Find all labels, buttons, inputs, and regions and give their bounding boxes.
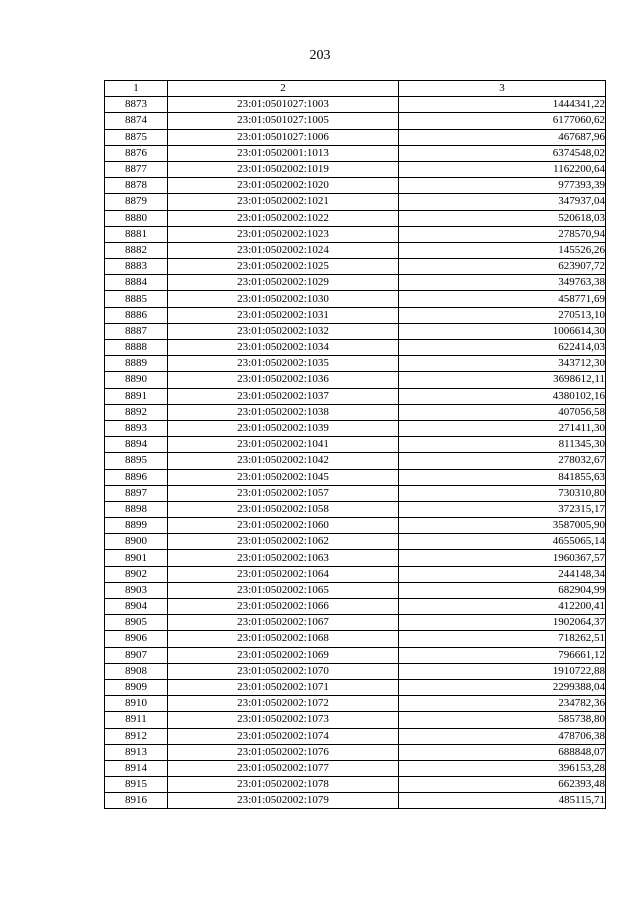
cadastral-value: 412200,41 xyxy=(399,599,606,615)
row-number: 8911 xyxy=(105,712,168,728)
table-row xyxy=(105,129,606,145)
cadastral-number: 23:01:0502002:1036 xyxy=(168,372,399,388)
cadastral-value: 485115,71 xyxy=(399,793,606,809)
row-number: 8908 xyxy=(105,663,168,679)
table-row xyxy=(105,113,606,129)
cadastral-number: 23:01:0502002:1022 xyxy=(168,210,399,226)
cadastral-number: 23:01:0501027:1005 xyxy=(168,113,399,129)
row-number: 8886 xyxy=(105,307,168,323)
table-row xyxy=(105,501,606,517)
cadastral-number: 23:01:0502002:1019 xyxy=(168,161,399,177)
table-row xyxy=(105,97,606,113)
table-row xyxy=(105,275,606,291)
cadastral-value: 396153,28 xyxy=(399,760,606,776)
row-number: 8877 xyxy=(105,161,168,177)
cadastral-number: 23:01:0502002:1037 xyxy=(168,388,399,404)
row-number: 8891 xyxy=(105,388,168,404)
cadastral-value: 234782,36 xyxy=(399,696,606,712)
row-number: 8898 xyxy=(105,501,168,517)
table-row xyxy=(105,178,606,194)
row-number: 8916 xyxy=(105,793,168,809)
cadastral-value: 682904,99 xyxy=(399,582,606,598)
table-row xyxy=(105,647,606,663)
cadastral-number: 23:01:0502002:1070 xyxy=(168,663,399,679)
cadastral-value: 271411,30 xyxy=(399,420,606,436)
cadastral-value: 467687,96 xyxy=(399,129,606,145)
row-number: 8873 xyxy=(105,97,168,113)
cadastral-value: 1910722,88 xyxy=(399,663,606,679)
table-row xyxy=(105,420,606,436)
table-row xyxy=(105,793,606,809)
cadastral-value: 3587005,90 xyxy=(399,518,606,534)
table-row xyxy=(105,712,606,728)
cadastral-value: 270513,10 xyxy=(399,307,606,323)
cadastral-number: 23:01:0502002:1038 xyxy=(168,404,399,420)
row-number: 8909 xyxy=(105,679,168,695)
cadastral-number: 23:01:0502002:1021 xyxy=(168,194,399,210)
table-row xyxy=(105,485,606,501)
row-number: 8879 xyxy=(105,194,168,210)
cadastral-value: 4655065,14 xyxy=(399,534,606,550)
cadastral-number: 23:01:0502002:1077 xyxy=(168,760,399,776)
cadastral-value: 2299388,04 xyxy=(399,679,606,695)
table-row xyxy=(105,210,606,226)
table-row xyxy=(105,453,606,469)
cadastral-number: 23:01:0502002:1025 xyxy=(168,259,399,275)
cadastral-number: 23:01:0502002:1020 xyxy=(168,178,399,194)
cadastral-number: 23:01:0502002:1078 xyxy=(168,777,399,793)
cadastral-number: 23:01:0502002:1024 xyxy=(168,242,399,258)
row-number: 8897 xyxy=(105,485,168,501)
row-number: 8890 xyxy=(105,372,168,388)
cadastral-value: 407056,58 xyxy=(399,404,606,420)
table-row xyxy=(105,161,606,177)
row-number: 8887 xyxy=(105,323,168,339)
row-number: 8913 xyxy=(105,744,168,760)
table-row xyxy=(105,323,606,339)
cadastral-number: 23:01:0502002:1063 xyxy=(168,550,399,566)
table-row xyxy=(105,469,606,485)
cadastral-number: 23:01:0502002:1058 xyxy=(168,501,399,517)
cadastral-value: 343712,30 xyxy=(399,356,606,372)
table-row xyxy=(105,550,606,566)
cadastral-number: 23:01:0502002:1041 xyxy=(168,437,399,453)
cadastral-number: 23:01:0502002:1067 xyxy=(168,615,399,631)
cadastral-number: 23:01:0502002:1069 xyxy=(168,647,399,663)
cadastral-value: 4380102,16 xyxy=(399,388,606,404)
cadastral-value: 520618,03 xyxy=(399,210,606,226)
table-row xyxy=(105,615,606,631)
table-header-row xyxy=(105,81,606,97)
cadastral-value: 458771,69 xyxy=(399,291,606,307)
cadastral-number: 23:01:0502002:1042 xyxy=(168,453,399,469)
row-number: 8903 xyxy=(105,582,168,598)
row-number: 8905 xyxy=(105,615,168,631)
cadastral-number: 23:01:0502002:1072 xyxy=(168,696,399,712)
cadastral-number: 23:01:0502001:1013 xyxy=(168,145,399,161)
table-row xyxy=(105,679,606,695)
table-row xyxy=(105,388,606,404)
cadastral-value: 244148,34 xyxy=(399,566,606,582)
row-number: 8878 xyxy=(105,178,168,194)
row-number: 8904 xyxy=(105,599,168,615)
cadastral-number: 23:01:0502002:1073 xyxy=(168,712,399,728)
row-number: 8910 xyxy=(105,696,168,712)
cadastral-value: 1960367,57 xyxy=(399,550,606,566)
cadastral-value: 6374548,02 xyxy=(399,145,606,161)
row-number: 8894 xyxy=(105,437,168,453)
cadastral-value: 1902064,37 xyxy=(399,615,606,631)
column-header-1: 1 xyxy=(105,81,168,97)
table-row xyxy=(105,760,606,776)
cadastral-number: 23:01:0502002:1064 xyxy=(168,566,399,582)
table-row xyxy=(105,404,606,420)
cadastral-value: 977393,39 xyxy=(399,178,606,194)
cadastral-value: 623907,72 xyxy=(399,259,606,275)
table-row xyxy=(105,518,606,534)
row-number: 8888 xyxy=(105,340,168,356)
column-header-3: 3 xyxy=(399,81,606,97)
table-row xyxy=(105,340,606,356)
row-number: 8907 xyxy=(105,647,168,663)
table-row xyxy=(105,291,606,307)
cadastral-number: 23:01:0501027:1003 xyxy=(168,97,399,113)
cadastral-number: 23:01:0502002:1057 xyxy=(168,485,399,501)
cadastral-number: 23:01:0502002:1062 xyxy=(168,534,399,550)
cadastral-value: 278570,94 xyxy=(399,226,606,242)
row-number: 8914 xyxy=(105,760,168,776)
table-row xyxy=(105,744,606,760)
cadastral-value: 6177060,62 xyxy=(399,113,606,129)
cadastral-value: 145526,26 xyxy=(399,242,606,258)
table-row xyxy=(105,663,606,679)
table-row xyxy=(105,259,606,275)
row-number: 8895 xyxy=(105,453,168,469)
cadastral-number: 23:01:0502002:1045 xyxy=(168,469,399,485)
row-number: 8900 xyxy=(105,534,168,550)
cadastral-number: 23:01:0502002:1071 xyxy=(168,679,399,695)
table-row xyxy=(105,534,606,550)
row-number: 8881 xyxy=(105,226,168,242)
cadastral-value: 662393,48 xyxy=(399,777,606,793)
table-row xyxy=(105,356,606,372)
row-number: 8892 xyxy=(105,404,168,420)
cadastral-value: 478706,38 xyxy=(399,728,606,744)
row-number: 8893 xyxy=(105,420,168,436)
table-row xyxy=(105,145,606,161)
cadastral-value: 718262,51 xyxy=(399,631,606,647)
column-header-2: 2 xyxy=(168,81,399,97)
row-number: 8901 xyxy=(105,550,168,566)
row-number: 8883 xyxy=(105,259,168,275)
table-row xyxy=(105,307,606,323)
table-row xyxy=(105,777,606,793)
cadastral-value: 622414,03 xyxy=(399,340,606,356)
cadastral-value: 1444341,22 xyxy=(399,97,606,113)
cadastral-value: 278032,67 xyxy=(399,453,606,469)
cadastral-value: 841855,63 xyxy=(399,469,606,485)
cadastral-number: 23:01:0502002:1031 xyxy=(168,307,399,323)
cadastral-value: 347937,04 xyxy=(399,194,606,210)
cadastral-number: 23:01:0502002:1030 xyxy=(168,291,399,307)
cadastral-value: 1162200,64 xyxy=(399,161,606,177)
row-number: 8880 xyxy=(105,210,168,226)
page-number: 203 xyxy=(309,48,331,63)
table-row xyxy=(105,566,606,582)
cadastral-number: 23:01:0502002:1074 xyxy=(168,728,399,744)
row-number: 8915 xyxy=(105,777,168,793)
row-number: 8874 xyxy=(105,113,168,129)
row-number: 8885 xyxy=(105,291,168,307)
cadastral-value: 811345,30 xyxy=(399,437,606,453)
table-row xyxy=(105,372,606,388)
table-row xyxy=(105,582,606,598)
row-number: 8906 xyxy=(105,631,168,647)
cadastral-value: 349763,38 xyxy=(399,275,606,291)
cadastral-number: 23:01:0502002:1039 xyxy=(168,420,399,436)
table-row xyxy=(105,437,606,453)
row-number: 8889 xyxy=(105,356,168,372)
table-row xyxy=(105,226,606,242)
table-row xyxy=(105,728,606,744)
table-row xyxy=(105,242,606,258)
row-number: 8882 xyxy=(105,242,168,258)
cadastral-number: 23:01:0502002:1076 xyxy=(168,744,399,760)
row-number: 8896 xyxy=(105,469,168,485)
table-row xyxy=(105,696,606,712)
row-number: 8884 xyxy=(105,275,168,291)
cadastral-number: 23:01:0502002:1035 xyxy=(168,356,399,372)
cadastral-value: 688848,07 xyxy=(399,744,606,760)
cadastral-value: 796661,12 xyxy=(399,647,606,663)
cadastral-number: 23:01:0502002:1023 xyxy=(168,226,399,242)
cadastral-number: 23:01:0502002:1060 xyxy=(168,518,399,534)
row-number: 8902 xyxy=(105,566,168,582)
table-row xyxy=(105,599,606,615)
row-number: 8899 xyxy=(105,518,168,534)
cadastral-value: 730310,80 xyxy=(399,485,606,501)
table-body xyxy=(105,97,606,809)
cadastral-number: 23:01:0502002:1068 xyxy=(168,631,399,647)
cadastral-number: 23:01:0501027:1006 xyxy=(168,129,399,145)
cadastral-value: 1006614,30 xyxy=(399,323,606,339)
table-row xyxy=(105,194,606,210)
cadastral-value: 372315,17 xyxy=(399,501,606,517)
cadastral-number: 23:01:0502002:1032 xyxy=(168,323,399,339)
cadastral-value: 585738,80 xyxy=(399,712,606,728)
table-row xyxy=(105,631,606,647)
registry-table xyxy=(104,80,606,809)
cadastral-number: 23:01:0502002:1066 xyxy=(168,599,399,615)
row-number: 8912 xyxy=(105,728,168,744)
cadastral-number: 23:01:0502002:1029 xyxy=(168,275,399,291)
row-number: 8876 xyxy=(105,145,168,161)
cadastral-value: 3698612,11 xyxy=(399,372,606,388)
row-number: 8875 xyxy=(105,129,168,145)
cadastral-number: 23:01:0502002:1079 xyxy=(168,793,399,809)
cadastral-number: 23:01:0502002:1034 xyxy=(168,340,399,356)
cadastral-number: 23:01:0502002:1065 xyxy=(168,582,399,598)
